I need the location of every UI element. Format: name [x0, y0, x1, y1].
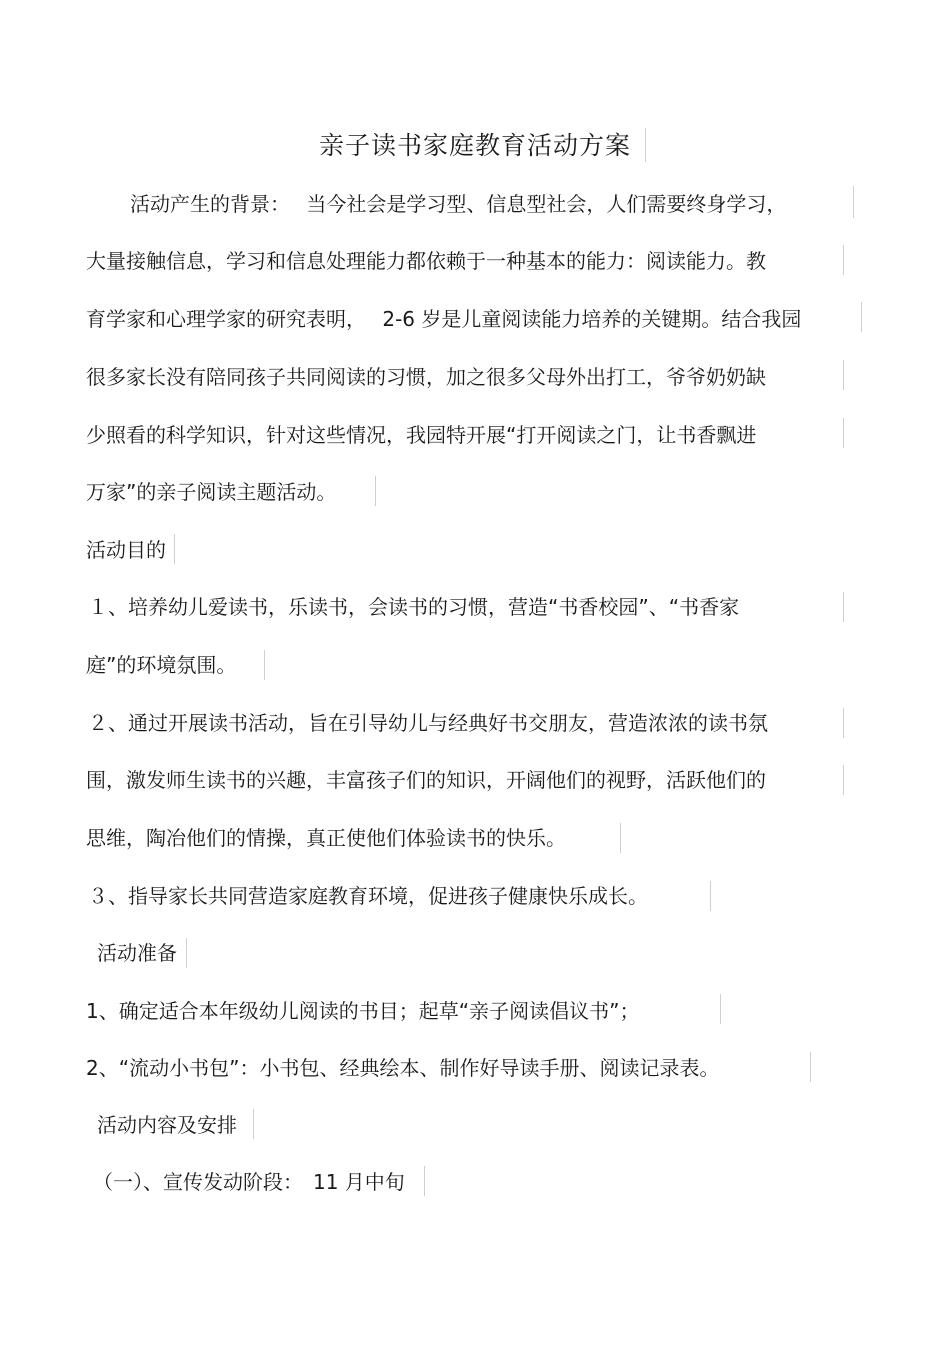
line-edge-mark	[843, 765, 844, 795]
line-edge-mark	[720, 994, 721, 1024]
line-edge-mark	[810, 1052, 811, 1082]
purpose-item-2-line-2: 围，激发师生读书的兴趣，丰富孩子们的知识，开阔他们的视野，活跃他们的	[86, 768, 766, 792]
background-line-2: 大量接触信息，学习和信息处理能力都依赖于一种基本的能力：阅读能力。教	[86, 249, 766, 273]
purpose-item-1-line-1: １、培养幼儿爱读书，乐读书，会读书的习惯，营造“书香校园”、“书香家	[88, 595, 740, 619]
preparation-item-1: 1、确定适合本年级幼儿阅读的书目；起草“亲子阅读倡议书”；	[86, 999, 640, 1023]
line-edge-mark	[424, 1166, 425, 1196]
background-line-1: 活动产生的背景： 当今社会是学习型、信息型社会，人们需要终身学习，	[130, 192, 787, 216]
line-edge-mark	[174, 534, 175, 564]
line-edge-mark	[264, 650, 265, 680]
line-edge-mark	[186, 938, 187, 968]
purpose-item-2-line-3: 思维，陶冶他们的情操，真正使他们体验读书的快乐。	[86, 826, 566, 850]
line-edge-mark	[375, 476, 376, 506]
preparation-heading: 活动准备	[97, 941, 177, 965]
arrangement-heading: 活动内容及安排	[97, 1113, 237, 1137]
background-line-3: 育学家和心理学家的研究表明， 2-6 岁是儿童阅读能力培养的关键期。结合我园	[86, 307, 802, 331]
line-edge-mark	[645, 128, 646, 162]
document-title: 亲子读书家庭教育活动方案	[318, 131, 631, 160]
line-edge-mark	[620, 823, 621, 853]
arrangement-stage-1: （一）、宣传发动阶段： 11 月中旬	[93, 1170, 405, 1194]
line-edge-mark	[710, 881, 711, 911]
background-line-4: 很多家长没有陪同孩子共同阅读的习惯，加之很多父母外出打工，爷爷奶奶缺	[86, 365, 766, 389]
purpose-item-2-line-1: ２、通过开展读书活动，旨在引导幼儿与经典好书交朋友，营造浓浓的读书氛	[88, 711, 768, 735]
line-edge-mark	[843, 245, 844, 275]
line-edge-mark	[843, 418, 844, 448]
purpose-heading: 活动目的	[86, 538, 166, 562]
preparation-item-2: 2、“流动小书包”：小书包、经典绘本、制作好导读手册、阅读记录表。	[86, 1056, 720, 1080]
line-edge-mark	[853, 186, 854, 218]
background-line-6: 万家”的亲子阅读主题活动。	[86, 480, 337, 504]
line-edge-mark	[861, 302, 862, 332]
line-edge-mark	[843, 592, 844, 622]
purpose-item-1-line-2: 庭”的环境氛围。	[86, 653, 237, 677]
background-line-5: 少照看的科学知识，针对这些情况，我园特开展“打开阅读之门，让书香飘进	[86, 423, 757, 447]
line-edge-mark	[843, 708, 844, 738]
line-edge-mark	[253, 1109, 254, 1139]
purpose-item-3-line-1: ３、指导家长共同营造家庭教育环境，促进孩子健康快乐成长。	[88, 884, 648, 908]
line-edge-mark	[843, 360, 844, 390]
